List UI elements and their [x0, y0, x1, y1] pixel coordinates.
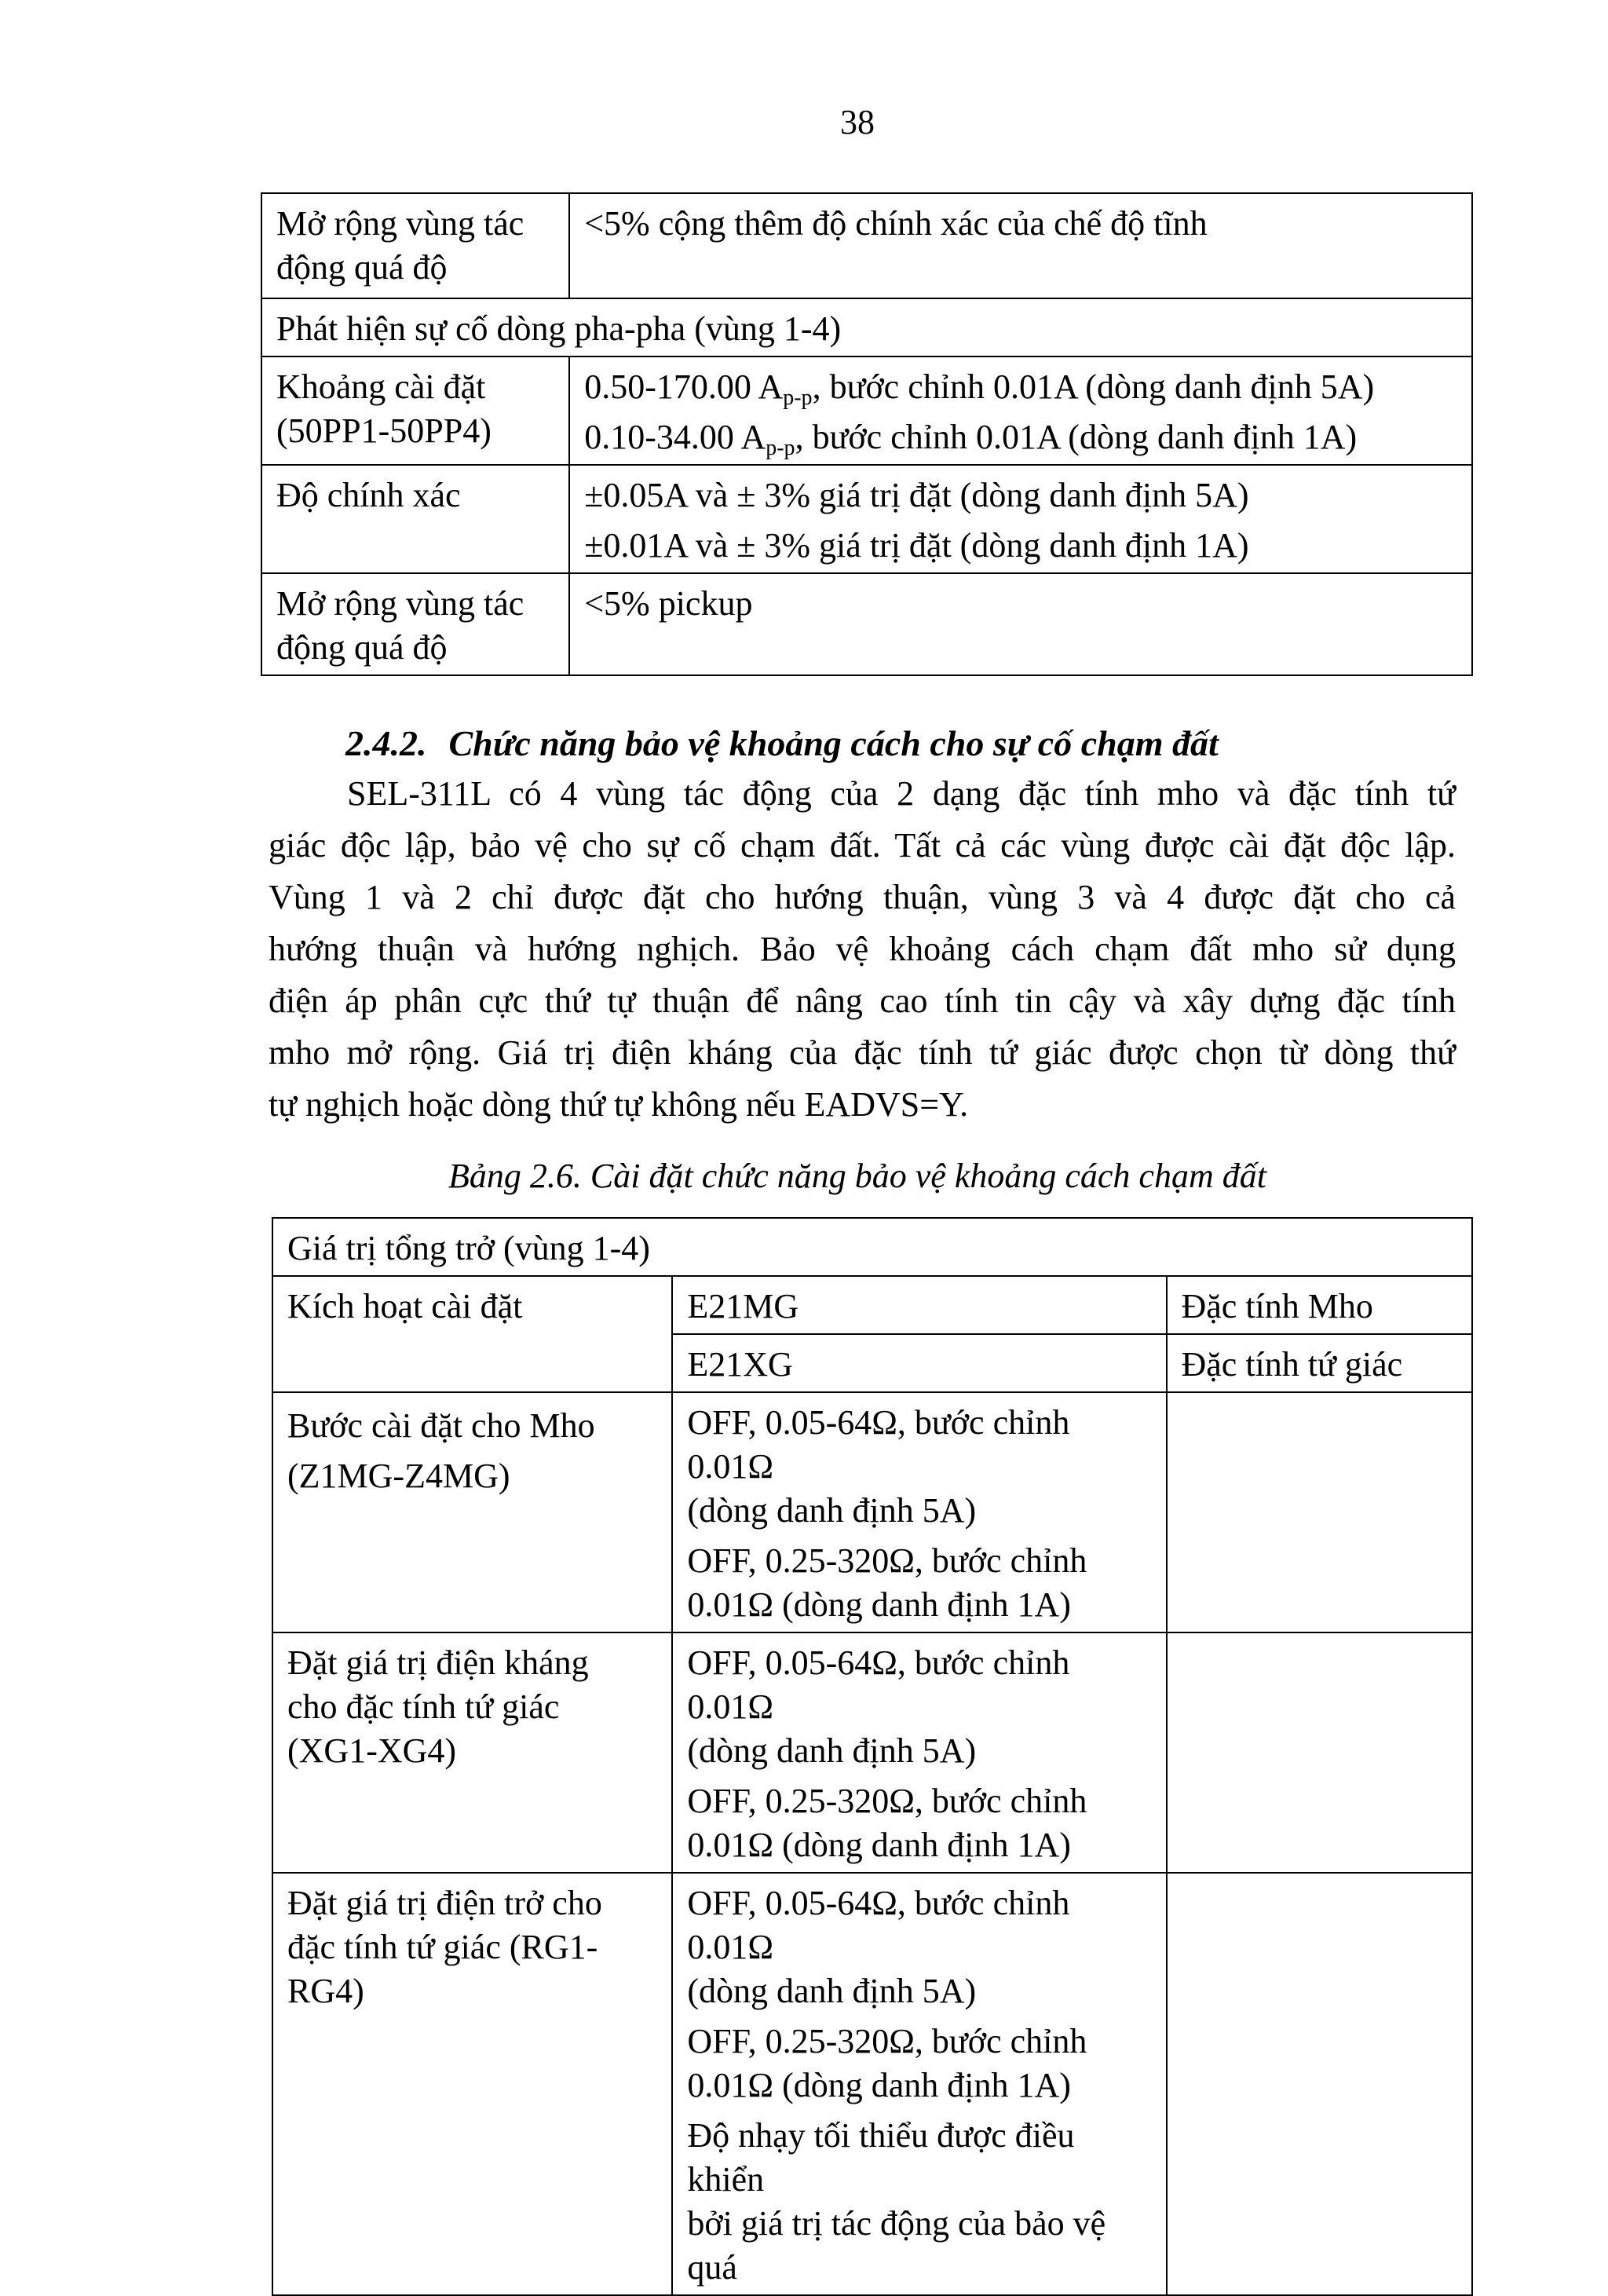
cell-text: Bước cài đặt cho Mho: [287, 1406, 595, 1445]
body-paragraph: [269, 768, 1456, 1131]
table-cell-label: [261, 193, 569, 298]
cell-text: <5% cộng thêm độ chính xác của chế độ tĩnh: [584, 204, 1208, 243]
cell-text: (50PP1-50PP4): [276, 411, 492, 450]
section-title: Chức năng bảo vệ khoảng cách cho sự cố chạm đất: [448, 723, 1219, 763]
cell-text: Độ chính xác: [276, 476, 461, 514]
cell-text: 0.01Ω (dòng danh định 1A): [687, 1585, 1071, 1624]
cell-text: Đặc tính tứ giác: [1181, 1345, 1403, 1384]
table-cell-label: [272, 1392, 672, 1632]
phase-phase-settings-table: [261, 192, 1473, 676]
table-cell-empty: [1167, 1392, 1473, 1632]
table-cell-empty: [1167, 1632, 1473, 1873]
table-cell-label: [261, 356, 569, 465]
cell-text: OFF, 0.05-64Ω, bước chỉnh 0.01Ω: [687, 1884, 1070, 1966]
cell-text: Đặt giá trị điện kháng: [287, 1643, 589, 1682]
cell-text: Kích hoạt cài đặt: [287, 1287, 523, 1325]
paragraph-line: hướng thuận và hướng nghịch. Bảo vệ khoảng cách chạm đất mho sử dụng: [269, 930, 1456, 968]
table-row: [272, 1218, 1472, 1276]
table-cell-value: [569, 193, 1472, 298]
cell-text: OFF, 0.25-320Ω, bước chỉnh: [687, 2022, 1087, 2060]
cell-text: động quá độ: [276, 628, 448, 667]
cell-text: cho đặc tính tứ giác: [287, 1687, 560, 1726]
cell-text: RG4): [287, 1972, 364, 2010]
cell-text: ±0.05A và ± 3% giá trị đặt (dòng danh định 5A): [584, 476, 1249, 514]
cell-text: (Z1MG-Z4MG): [287, 1457, 510, 1495]
cell-text: Giá trị tổng trở (vùng 1-4): [287, 1229, 650, 1267]
table-section-header: [261, 298, 1472, 356]
table-cell-label: [272, 1632, 672, 1873]
cell-text: E21XG: [687, 1345, 793, 1384]
table-cell-empty: [1167, 1873, 1473, 2295]
cell-text: (dòng danh định 5A): [687, 1972, 977, 2010]
table-cell-label: [272, 1276, 672, 1392]
table-cell-value: [569, 356, 1472, 465]
cell-text: <5% pickup: [584, 584, 753, 623]
paragraph-line: SEL-311L có 4 vùng tác động của 2 dạng đặc tính mho và đặc tính tứ: [347, 774, 1456, 813]
paragraph-line: Vùng 1 và 2 chỉ được đặt cho hướng thuận, vùng 3 và 4 được đặt cho cả: [269, 878, 1456, 916]
table-cell-desc: [1167, 1334, 1473, 1392]
paragraph-line: giác độc lập, bảo vệ cho sự cố chạm đất. Tất cả các vùng được cài đặt độc lập.: [269, 826, 1456, 865]
ground-distance-settings-table: [272, 1217, 1473, 2296]
paragraph-line: mho mở rộng. Giá trị điện kháng của đặc tính tứ giác được chọn từ dòng thứ: [269, 1033, 1456, 1072]
cell-text: ±0.01A và ± 3% giá trị đặt (dòng danh định 1A): [584, 526, 1249, 565]
table-cell-value: [672, 1632, 1166, 1873]
table-cell-code: [672, 1334, 1166, 1392]
cell-text: E21MG: [687, 1287, 799, 1325]
table-cell-label: [272, 1873, 672, 2295]
section-number: 2.4.2.: [345, 723, 427, 763]
table-row: [261, 356, 1472, 465]
table-cell-value: [569, 573, 1472, 675]
table-row: [272, 1632, 1472, 1873]
cell-text: (XG1-XG4): [287, 1731, 457, 1770]
page-number: 38: [840, 103, 875, 141]
table-cell-label: [261, 465, 569, 573]
cell-text: bởi giá trị tác động của bảo vệ quá: [687, 2204, 1106, 2287]
paragraph-line: điện áp phân cực thứ tự thuận để nâng cao tính tin cậy và xây dựng đặc tính: [269, 982, 1456, 1020]
paragraph-line: tự nghịch hoặc dòng thứ tự không nếu EADVS=Y.: [269, 1085, 969, 1124]
cell-text: OFF, 0.05-64Ω, bước chỉnh 0.01Ω: [687, 1643, 1070, 1726]
cell-text: động quá độ: [276, 248, 448, 287]
table-caption: Bảng 2.6. Cài đặt chức năng bảo vệ khoảng cách chạm đất: [448, 1157, 1266, 1195]
cell-text: OFF, 0.05-64Ω, bước chỉnh 0.01Ω: [687, 1403, 1070, 1486]
cell-text: 0.10-34.00 $A_{p-p}$, bước chỉnh 0.01A (dòng danh định 1A): [584, 418, 1358, 460]
table-cell-desc: [1167, 1276, 1473, 1334]
table-section-header: [272, 1218, 1472, 1276]
cell-text: (dòng danh định 5A): [687, 1491, 977, 1530]
cell-text: OFF, 0.25-320Ω, bước chỉnh: [687, 1541, 1087, 1580]
cell-text: Độ nhạy tối thiểu được điều khiển: [687, 2116, 1075, 2199]
cell-text: Đặt giá trị điện trở cho: [287, 1884, 602, 1922]
table-row: [261, 193, 1472, 298]
cell-text: 0.01Ω (dòng danh định 1A): [687, 2066, 1071, 2104]
table-row: [261, 298, 1472, 356]
table-row: [261, 465, 1472, 573]
cell-text: Phát hiện sự cố dòng pha-pha (vùng 1-4): [276, 309, 842, 348]
table-cell-value: [672, 1873, 1166, 2295]
table-row: [272, 1873, 1472, 2295]
table-row: [272, 1276, 1472, 1334]
cell-text: Mở rộng vùng tác: [276, 204, 524, 243]
section-heading: [345, 721, 1219, 766]
cell-text: Mở rộng vùng tác: [276, 584, 524, 623]
cell-text: OFF, 0.25-320Ω, bước chỉnh: [687, 1782, 1087, 1820]
table-row: [261, 573, 1472, 675]
cell-text: 0.01Ω (dòng danh định 1A): [687, 1826, 1071, 1864]
cell-text: Đặc tính Mho: [1181, 1287, 1373, 1325]
table-cell-code: [672, 1276, 1166, 1334]
cell-text: Khoảng cài đặt: [276, 367, 486, 406]
cell-text: (dòng danh định 5A): [687, 1731, 977, 1770]
table-cell-value: [569, 465, 1472, 573]
table-row: [272, 1392, 1472, 1632]
cell-text: đặc tính tứ giác (RG1-: [287, 1928, 598, 1966]
cell-text: 0.50-170.00 $A_{p-p}$, bước chỉnh 0.01A (dòng danh định 5A): [584, 367, 1375, 410]
table-cell-value: [672, 1392, 1166, 1632]
table-cell-label: [261, 573, 569, 675]
